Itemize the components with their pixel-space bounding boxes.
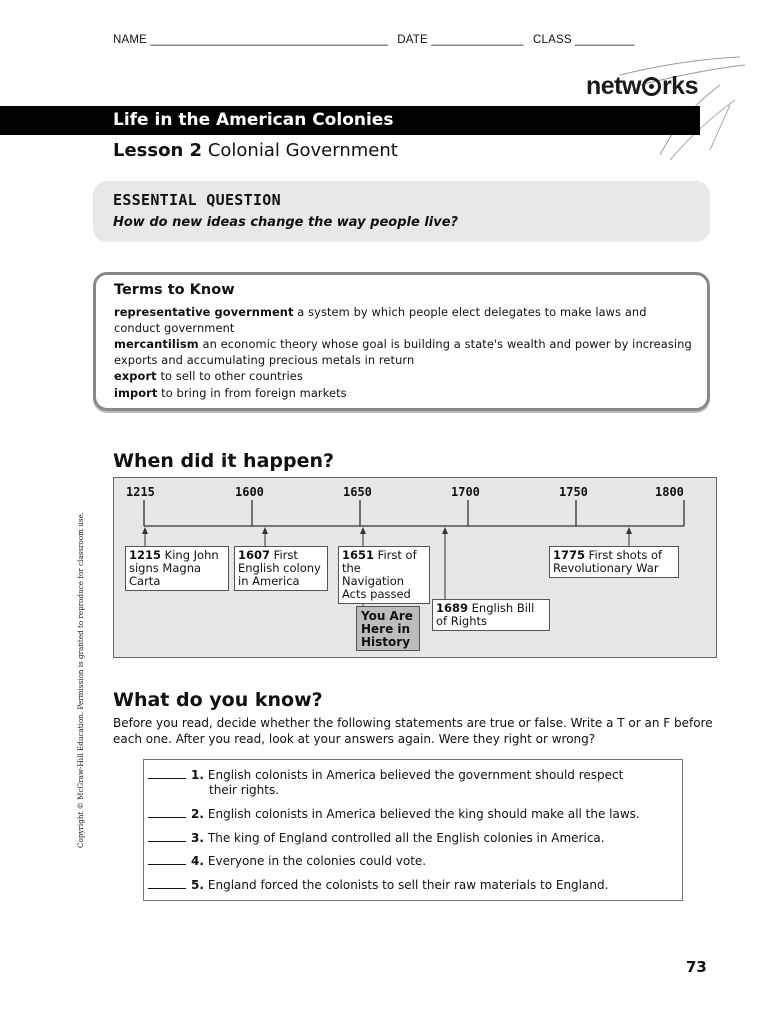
- timeline-event: [338, 546, 430, 604]
- name-field-label: NAME ____________________________________: [113, 34, 388, 46]
- timeline-event: [234, 546, 328, 591]
- term-definition: a system by which people elect delegates to make laws and conduct government: [114, 305, 647, 335]
- terms-to-know-box: [93, 272, 710, 411]
- timeline-year-label: 1600: [235, 485, 264, 499]
- event-text: First shots of Revolutionary War: [553, 548, 663, 575]
- event-text: English Bill of Rights: [436, 601, 535, 628]
- lesson-number: Lesson 2: [113, 140, 203, 161]
- statement-number: 1.: [191, 768, 204, 782]
- answer-blank[interactable]: [148, 831, 186, 842]
- timeline-year-label: 1650: [343, 485, 372, 499]
- term-word: export: [114, 369, 157, 384]
- timeline-year-label: 1800: [655, 485, 684, 499]
- timeline-event: [125, 546, 229, 591]
- timeline-heading: When did it happen?: [113, 450, 335, 472]
- statement-item: [148, 807, 668, 822]
- logo-text-start: netw: [586, 72, 641, 100]
- event-text: King John signs Magna Carta: [129, 548, 219, 588]
- statement-number: 5.: [191, 878, 204, 892]
- timeline-event: [432, 599, 550, 631]
- timeline-year-label: 1750: [559, 485, 588, 499]
- term-item: [114, 337, 694, 368]
- networks-logo: [586, 72, 698, 101]
- statement-number: 4.: [191, 854, 204, 868]
- essential-question-title: ESSENTIAL QUESTION: [113, 191, 281, 209]
- terms-list: [114, 305, 694, 403]
- page-number: 73: [686, 958, 707, 976]
- unit-title: Life in the American Colonies: [113, 110, 394, 130]
- event-text: First of the Navigation Acts passed: [342, 548, 417, 601]
- term-word: mercantilism: [114, 337, 199, 352]
- term-item: [114, 369, 694, 385]
- statement-text: English colonists in America believed the king should make all the laws.: [207, 807, 640, 821]
- timeline-event: [549, 546, 679, 578]
- event-year: 1651: [342, 548, 375, 562]
- copyright-notice: Copyright © McGraw-Hill Education. Permission is granted to reproduce for classroom use.: [76, 511, 85, 848]
- statement-text: English colonists in America believed the government should respect: [207, 768, 624, 782]
- statement-item: [148, 854, 668, 869]
- statement-text: England forced the colonists to sell their raw materials to England.: [207, 878, 609, 892]
- term-word: representative government: [114, 305, 294, 319]
- statement-number: 2.: [191, 807, 204, 821]
- essential-question-box: [93, 181, 710, 242]
- event-year: 1689: [436, 601, 469, 615]
- timeline-year-label: 1215: [126, 485, 155, 499]
- term-word: import: [114, 385, 158, 400]
- lesson-heading: [113, 140, 398, 161]
- statement-item: [148, 831, 668, 846]
- logo-o-icon: [642, 77, 661, 96]
- event-text: First English colony in America: [238, 548, 321, 588]
- you-are-here-label: You Are Here in History: [356, 606, 420, 651]
- event-year: 1607: [238, 548, 271, 562]
- statement-item: [148, 768, 668, 798]
- answer-blank[interactable]: [148, 768, 186, 779]
- answer-blank[interactable]: [148, 854, 186, 865]
- timeline-year-label: 1700: [451, 485, 480, 499]
- event-year: 1215: [129, 548, 162, 562]
- what-do-you-know-heading: What do you know?: [113, 689, 323, 711]
- term-item: [114, 386, 694, 402]
- title-banner: [0, 106, 700, 135]
- timeline: [113, 477, 717, 658]
- header-fields: [113, 34, 641, 46]
- date-field-label: DATE ______________: [397, 34, 524, 46]
- term-definition: an economic theory whose goal is building a state's wealth and power by increasing exports and accumulating precious metals in return: [114, 337, 692, 367]
- answer-blank[interactable]: [148, 807, 186, 818]
- event-year: 1775: [553, 548, 586, 562]
- lesson-title: Colonial Government: [207, 140, 398, 161]
- statement-item: [148, 878, 668, 893]
- logo-text-end: rks: [661, 72, 698, 100]
- statement-number: 3.: [191, 831, 204, 845]
- term-definition: to bring in from foreign markets: [157, 385, 347, 400]
- term-item: [114, 305, 694, 336]
- class-field-label: CLASS _________: [533, 34, 635, 46]
- answer-blank[interactable]: [148, 878, 186, 889]
- term-definition: to sell to other countries: [156, 369, 303, 384]
- statement-text: Everyone in the colonies could vote.: [207, 854, 427, 868]
- statement-text: The king of England controlled all the English colonies in America.: [207, 831, 605, 845]
- statement-text-cont: their rights.: [209, 783, 280, 797]
- instructions-text: Before you read, decide whether the following statements are true or false. Write a T or an F before each one. After you read, look at your answers again. Were they right or wrong?: [113, 716, 713, 746]
- essential-question-text: How do new ideas change the way people live?: [113, 215, 459, 230]
- terms-title: Terms to Know: [114, 282, 235, 298]
- true-false-box: [143, 759, 683, 901]
